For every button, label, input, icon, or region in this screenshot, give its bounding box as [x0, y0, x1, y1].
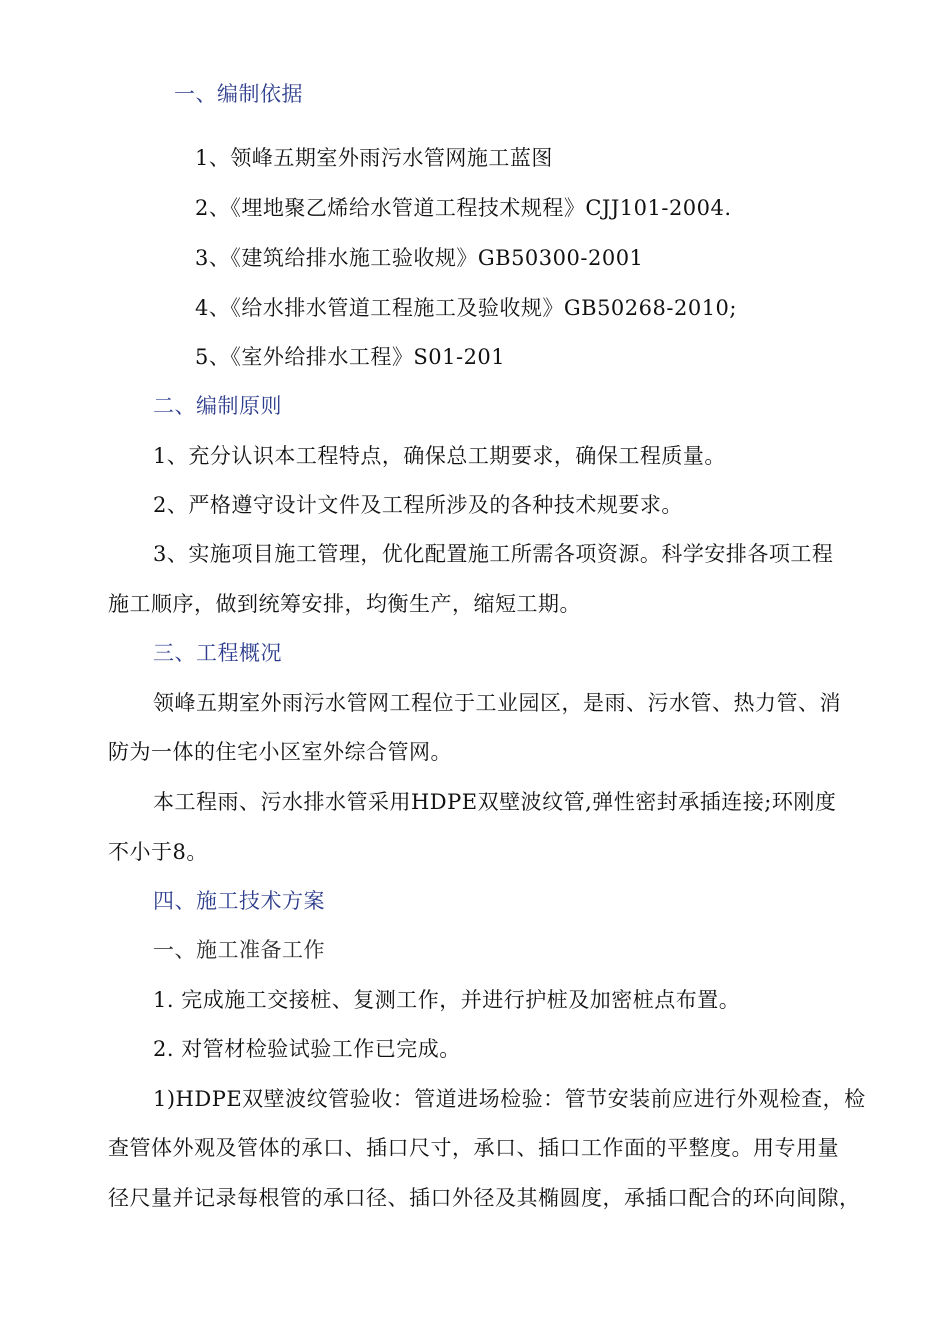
section-heading-technical-plan: 四、施工技术方案 [153, 889, 325, 913]
principle-paragraph-1: 1、充分认识本工程特点，确保总工期要求，确保工程质量。 [153, 444, 726, 468]
basis-item-1: 1、领峰五期室外雨污水管网施工蓝图 [195, 146, 553, 170]
preparation-paragraph-1: 1. 完成施工交接桩、复测工作，并进行护桩及加密桩点布置。 [153, 988, 741, 1012]
section-heading-basis: 一、编制依据 [174, 82, 303, 106]
section-heading-principles: 二、编制原则 [153, 394, 282, 418]
basis-item-3: 3、《建筑给排水施工验收规》GB50300-2001 [195, 246, 644, 270]
principle-paragraph-3-line-1: 3、实施项目施工管理，优化配置施工所需各项资源。科学安排各项工程 [153, 542, 834, 566]
overview-paragraph-1-line-1: 领峰五期室外雨污水管网工程位于工业园区，是雨、污水管、热力管、消 [153, 691, 841, 715]
preparation-paragraph-3-line-2: 查管体外观及管体的承口、插口尺寸，承口、插口工作面的平整度。用专用量 [108, 1136, 839, 1160]
preparation-paragraph-3-line-1: 1)HDPE双壁波纹管验收：管道进场检验：管节安装前应进行外观检查，检 [153, 1087, 866, 1111]
preparation-paragraph-2: 2. 对管材检验试验工作已完成。 [153, 1037, 461, 1061]
preparation-paragraph-3-line-3: 径尺量并记录每根管的承口径、插口外径及其椭圆度，承插口配合的环向间隙， [108, 1186, 861, 1210]
basis-item-2: 2、《埋地聚乙烯给水管道工程技术规程》CJJ101-2004. [195, 196, 732, 220]
overview-paragraph-2-line-1: 本工程雨、污水排水管采用HDPE双壁波纹管,弹性密封承插连接;环刚度 [153, 790, 837, 814]
section-heading-overview: 三、工程概况 [153, 641, 282, 665]
overview-paragraph-2-line-2: 不小于8。 [108, 840, 208, 864]
principle-paragraph-3-line-2: 施工顺序，做到统筹安排，均衡生产，缩短工期。 [108, 592, 581, 616]
subsection-heading-preparation: 一、施工准备工作 [153, 938, 325, 962]
basis-item-4: 4、《给水排水管道工程施工及验收规》GB50268-2010; [195, 296, 737, 320]
overview-paragraph-1-line-2: 防为一体的住宅小区室外综合管网。 [108, 740, 452, 764]
basis-item-5: 5、《室外给排水工程》S01-201 [195, 345, 506, 369]
principle-paragraph-2: 2、严格遵守设计文件及工程所涉及的各种技术规要求。 [153, 493, 683, 517]
